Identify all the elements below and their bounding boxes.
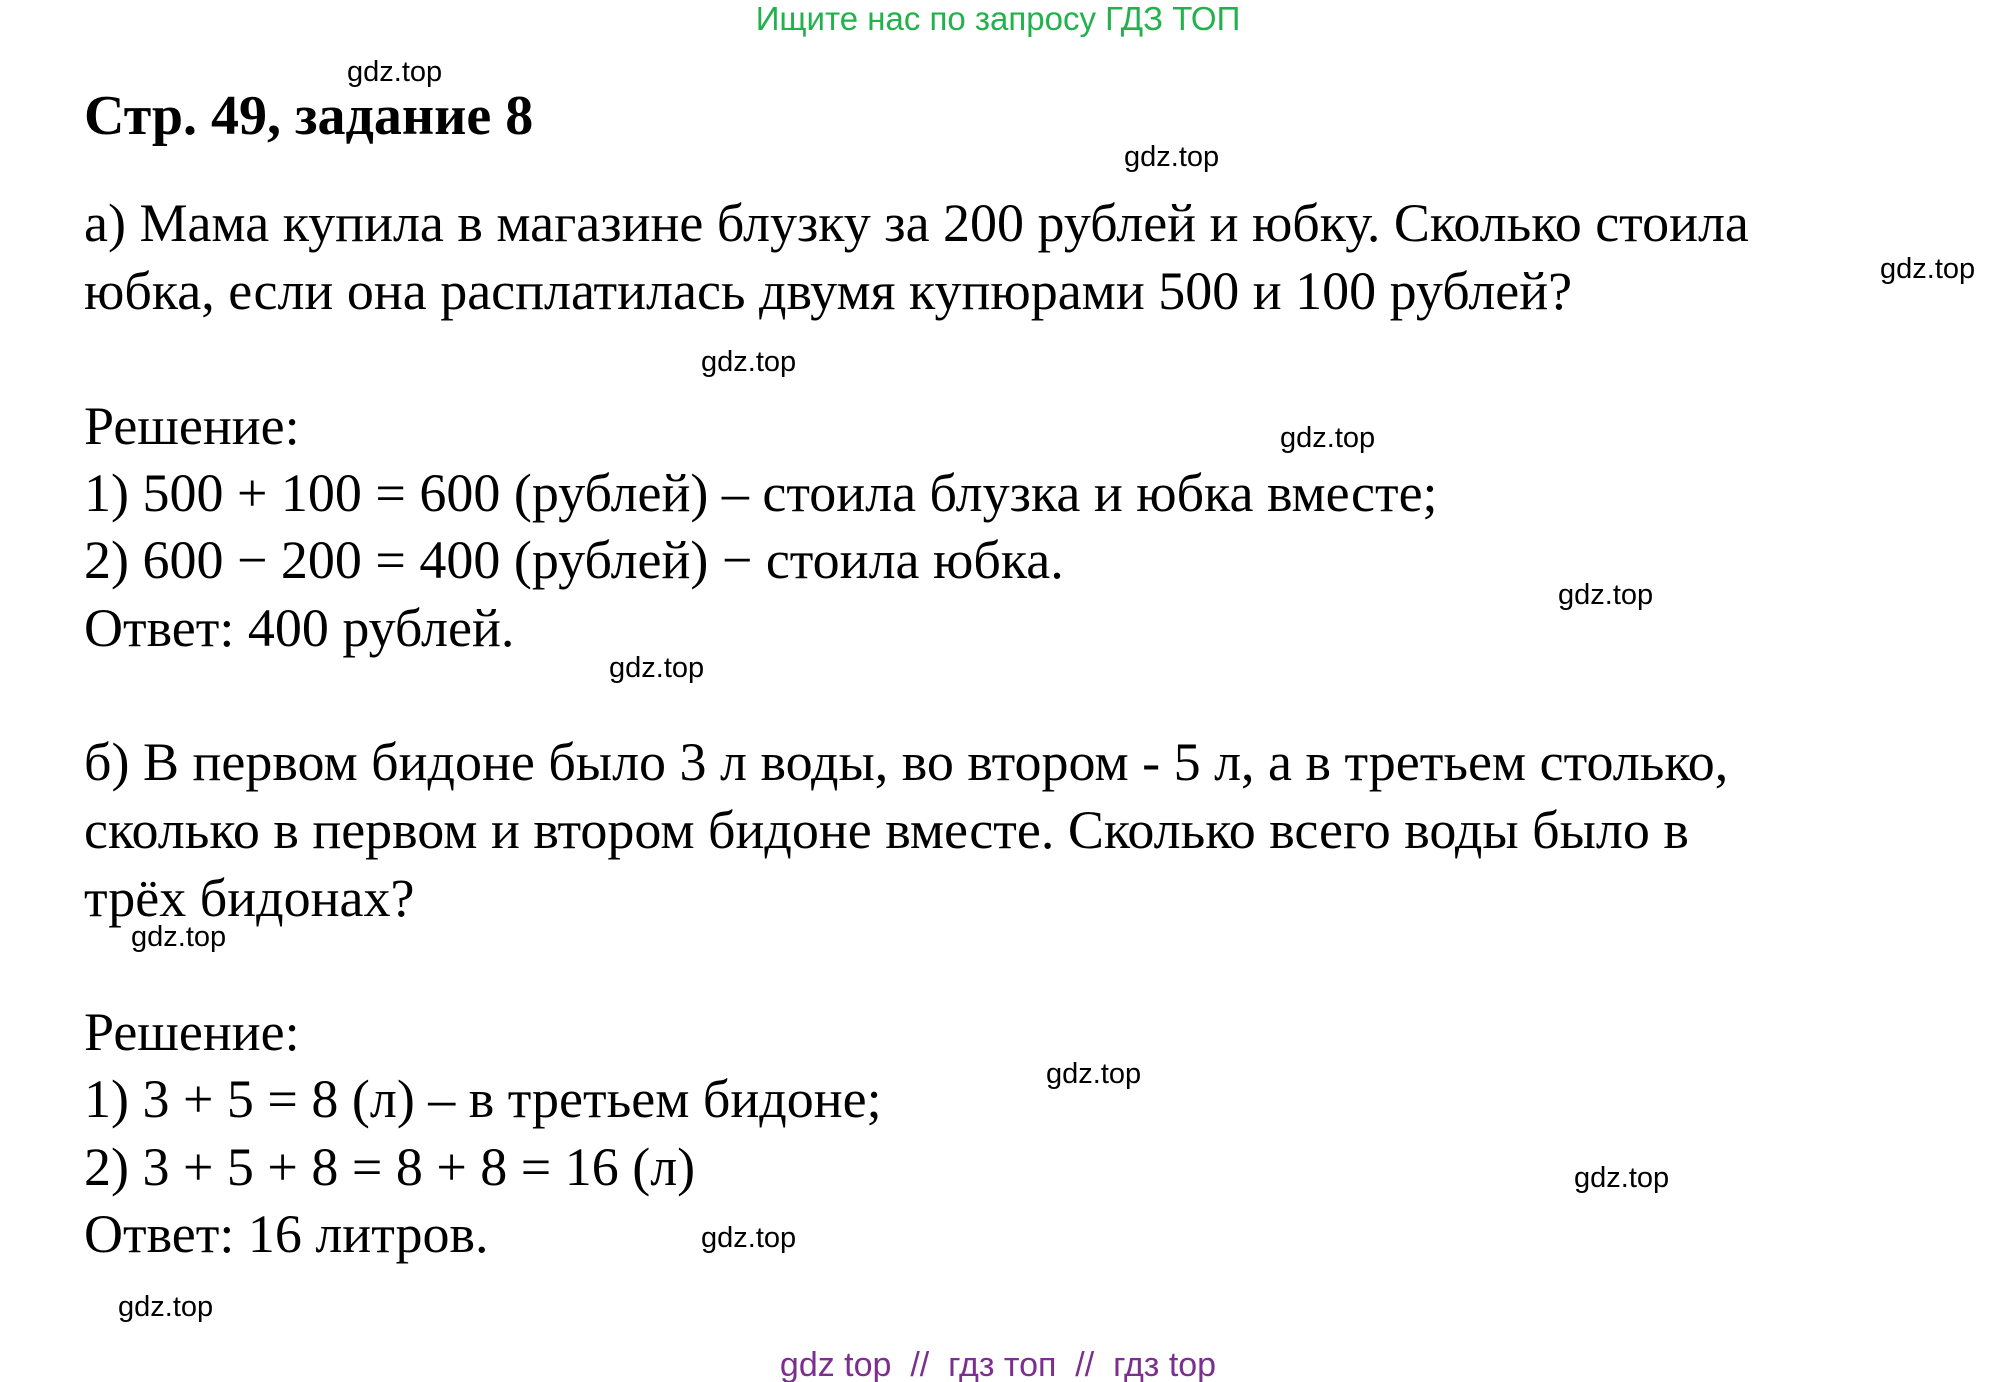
watermark: gdz.top [609,652,705,684]
watermark: gdz.top [701,346,797,378]
task-a-line-2: юбка, если она расплатилась двумя купюрами 500 и 100 рублей? [84,261,1573,321]
task-b-answer: Ответ: 16 литров. [84,1204,489,1264]
watermark: gdz.top [1558,579,1654,611]
task-a-solution-label: Решение: [84,396,300,456]
page-title: Стр. 49, задание 8 [84,85,534,147]
watermark: gdz.top [1046,1058,1142,1090]
watermark: gdz.top [701,1222,797,1254]
promo-text[interactable]: Ищите нас по запросу ГДЗ ТОП [755,0,1241,37]
watermark: gdz.top [118,1291,214,1323]
watermark: gdz.top [1280,422,1376,454]
watermark: gdz.top [347,56,443,88]
watermark: gdz.top [1880,253,1976,285]
watermark: gdz.top [1124,141,1220,173]
footer-bar[interactable] [0,1345,1996,1382]
task-b-line-2: сколько в первом и втором бидоне вместе. Сколько всего воды было в [84,800,1689,860]
task-b-line-1: б) В первом бидоне было 3 л воды, во втором - 5 л, а в третьем столько, [84,732,1729,792]
watermark: gdz.top [131,921,227,953]
task-a-answer: Ответ: 400 рублей. [84,598,515,658]
promo-banner[interactable] [0,0,1996,38]
task-b-solution-label: Решение: [84,1002,300,1062]
task-a-step-2: 2) 600 − 200 = 400 (рублей) − стоила юбка. [84,530,1064,590]
task-a-line-1: а) Мама купила в магазине блузку за 200 рублей и юбку. Сколько стоила [84,193,1749,253]
task-b-step-1: 1) 3 + 5 = 8 (л) – в третьем бидоне; [84,1069,882,1129]
task-b-step-2: 2) 3 + 5 + 8 = 8 + 8 = 16 (л) [84,1137,696,1197]
task-b-line-3: трёх бидонах? [84,868,415,928]
footer-links[interactable]: gdz top // гдз топ // гдз top [779,1346,1217,1382]
task-a-step-1: 1) 500 + 100 = 600 (рублей) – стоила блузка и юбка вместе; [84,463,1438,523]
watermark: gdz.top [1574,1162,1670,1194]
